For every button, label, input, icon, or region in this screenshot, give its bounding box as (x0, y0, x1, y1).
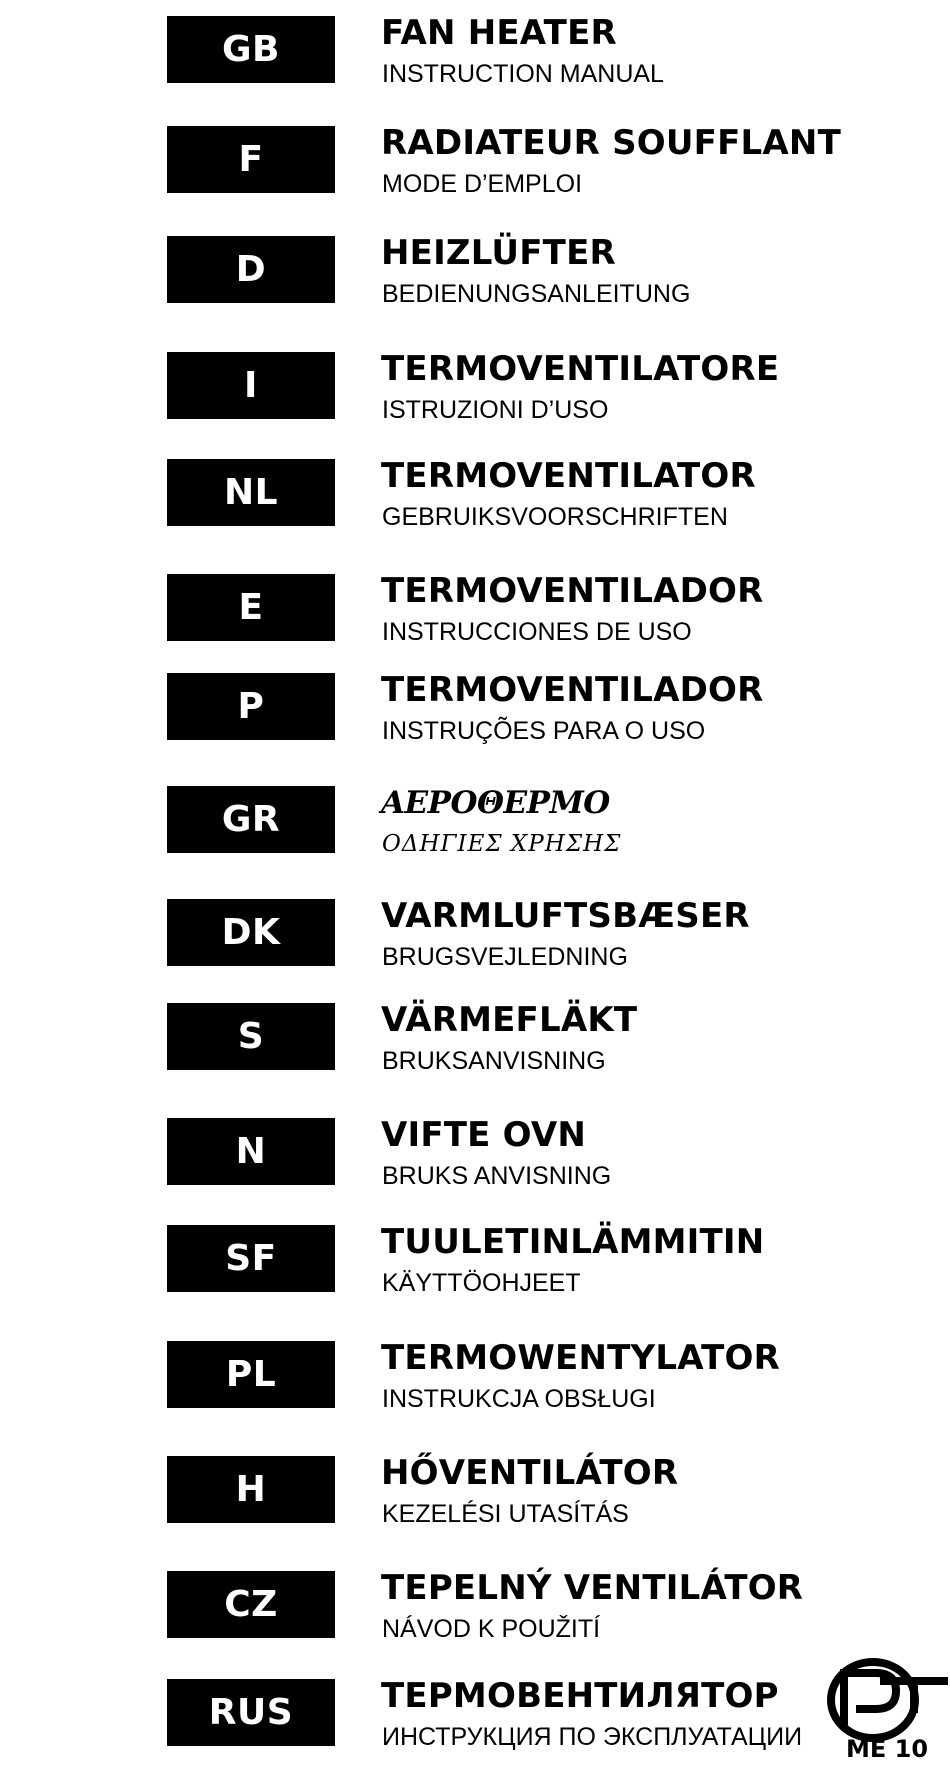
manual-subtitle: INSTRUCTION MANUAL (382, 60, 664, 88)
language-entry-pl (0, 1338, 950, 1431)
manual-subtitle: GEBRUIKSVOORSCHRIFTEN (382, 503, 728, 531)
manual-subtitle: BRUGSVEJLEDNING (382, 943, 628, 971)
manual-subtitle: ΟΔΗΓΙΕΣ ΧΡΗΣΗΣ (382, 831, 622, 857)
language-code-badge: F (167, 126, 335, 193)
product-title: VIFTE OVN (381, 1115, 587, 1155)
language-code-badge: N (167, 1118, 335, 1185)
language-entry-p (0, 670, 950, 763)
language-code-badge: PL (167, 1341, 335, 1408)
language-entry-gb (0, 13, 950, 106)
language-entry-e (0, 571, 950, 664)
language-code-badge: P (167, 673, 335, 740)
manual-subtitle: BRUKS ANVISNING (382, 1162, 612, 1190)
language-entry-d (0, 233, 950, 326)
product-title: HŐVENTILÁTOR (381, 1453, 679, 1493)
language-entry-h (0, 1453, 950, 1546)
product-title: ТЕРМОВЕНТИЛЯТОР (381, 1676, 779, 1716)
manual-subtitle: INSTRUCCIONES DE USO (382, 618, 692, 646)
language-code-badge: SF (167, 1225, 335, 1292)
language-code-badge: GB (167, 16, 335, 83)
product-title: TUULETINLÄMMITIN (381, 1222, 765, 1262)
product-title: HEIZLÜFTER (381, 233, 616, 273)
language-code-badge: D (167, 236, 335, 303)
manual-subtitle: ISTRUZIONI D’USO (382, 396, 609, 424)
language-entry-n (0, 1115, 950, 1208)
language-code-badge: NL (167, 459, 335, 526)
manual-subtitle: MODE D’EMPLOI (382, 170, 583, 198)
product-title: TERMOVENTILATORE (381, 349, 780, 389)
product-title: TERMOWENTYLATOR (381, 1338, 780, 1378)
language-code-badge: E (167, 574, 335, 641)
product-title: TERMOVENTILADOR (381, 670, 764, 710)
language-code-badge: H (167, 1456, 335, 1523)
product-title: VÄRMEFLÄKT (381, 1000, 638, 1040)
product-title: ΑΕΡΟΘΕΡΜΟ (381, 785, 610, 821)
product-title: VARMLUFTSBÆSER (381, 896, 750, 936)
language-code-badge: CZ (167, 1571, 335, 1638)
language-code-badge: S (167, 1003, 335, 1070)
product-title: TEPELNÝ VENTILÁTOR (381, 1568, 804, 1608)
product-title: TERMOVENTILATOR (381, 456, 756, 496)
language-code-badge: DK (167, 899, 335, 966)
language-entry-cz (0, 1568, 950, 1661)
manual-subtitle: INSTRUKCJA OBSŁUGI (382, 1385, 656, 1413)
language-entry-gr (0, 786, 950, 876)
language-entry-dk (0, 896, 950, 989)
manual-subtitle: BRUKSANVISNING (382, 1047, 606, 1075)
product-title: FAN HEATER (381, 13, 617, 53)
language-entry-f (0, 123, 950, 216)
manual-subtitle: ИНСТРУКЦИЯ ПО ЭКСПЛУАТАЦИИ (382, 1723, 803, 1751)
manual-subtitle: KEZELÉSI UTASÍTÁS (382, 1500, 629, 1528)
manual-subtitle: KÄYTTÖOHJEET (382, 1269, 581, 1297)
language-entry-i (0, 349, 950, 442)
product-title: RADIATEUR SOUFFLANT (381, 123, 841, 163)
product-title: TERMOVENTILADOR (381, 571, 764, 611)
language-code-badge: RUS (167, 1679, 335, 1746)
manual-subtitle: NÁVOD K POUŽITÍ (382, 1615, 601, 1643)
manual-subtitle: BEDIENUNGSANLEITUNG (382, 280, 691, 308)
language-entry-sf (0, 1222, 950, 1315)
language-code-badge: I (167, 352, 335, 419)
language-entry-rus (0, 1676, 950, 1769)
language-code-badge: GR (167, 786, 335, 853)
certification-code: ME 10 (846, 1735, 929, 1763)
language-entry-s (0, 1000, 950, 1093)
manual-subtitle: INSTRUÇÕES PARA O USO (382, 717, 706, 745)
language-entry-nl (0, 456, 950, 549)
